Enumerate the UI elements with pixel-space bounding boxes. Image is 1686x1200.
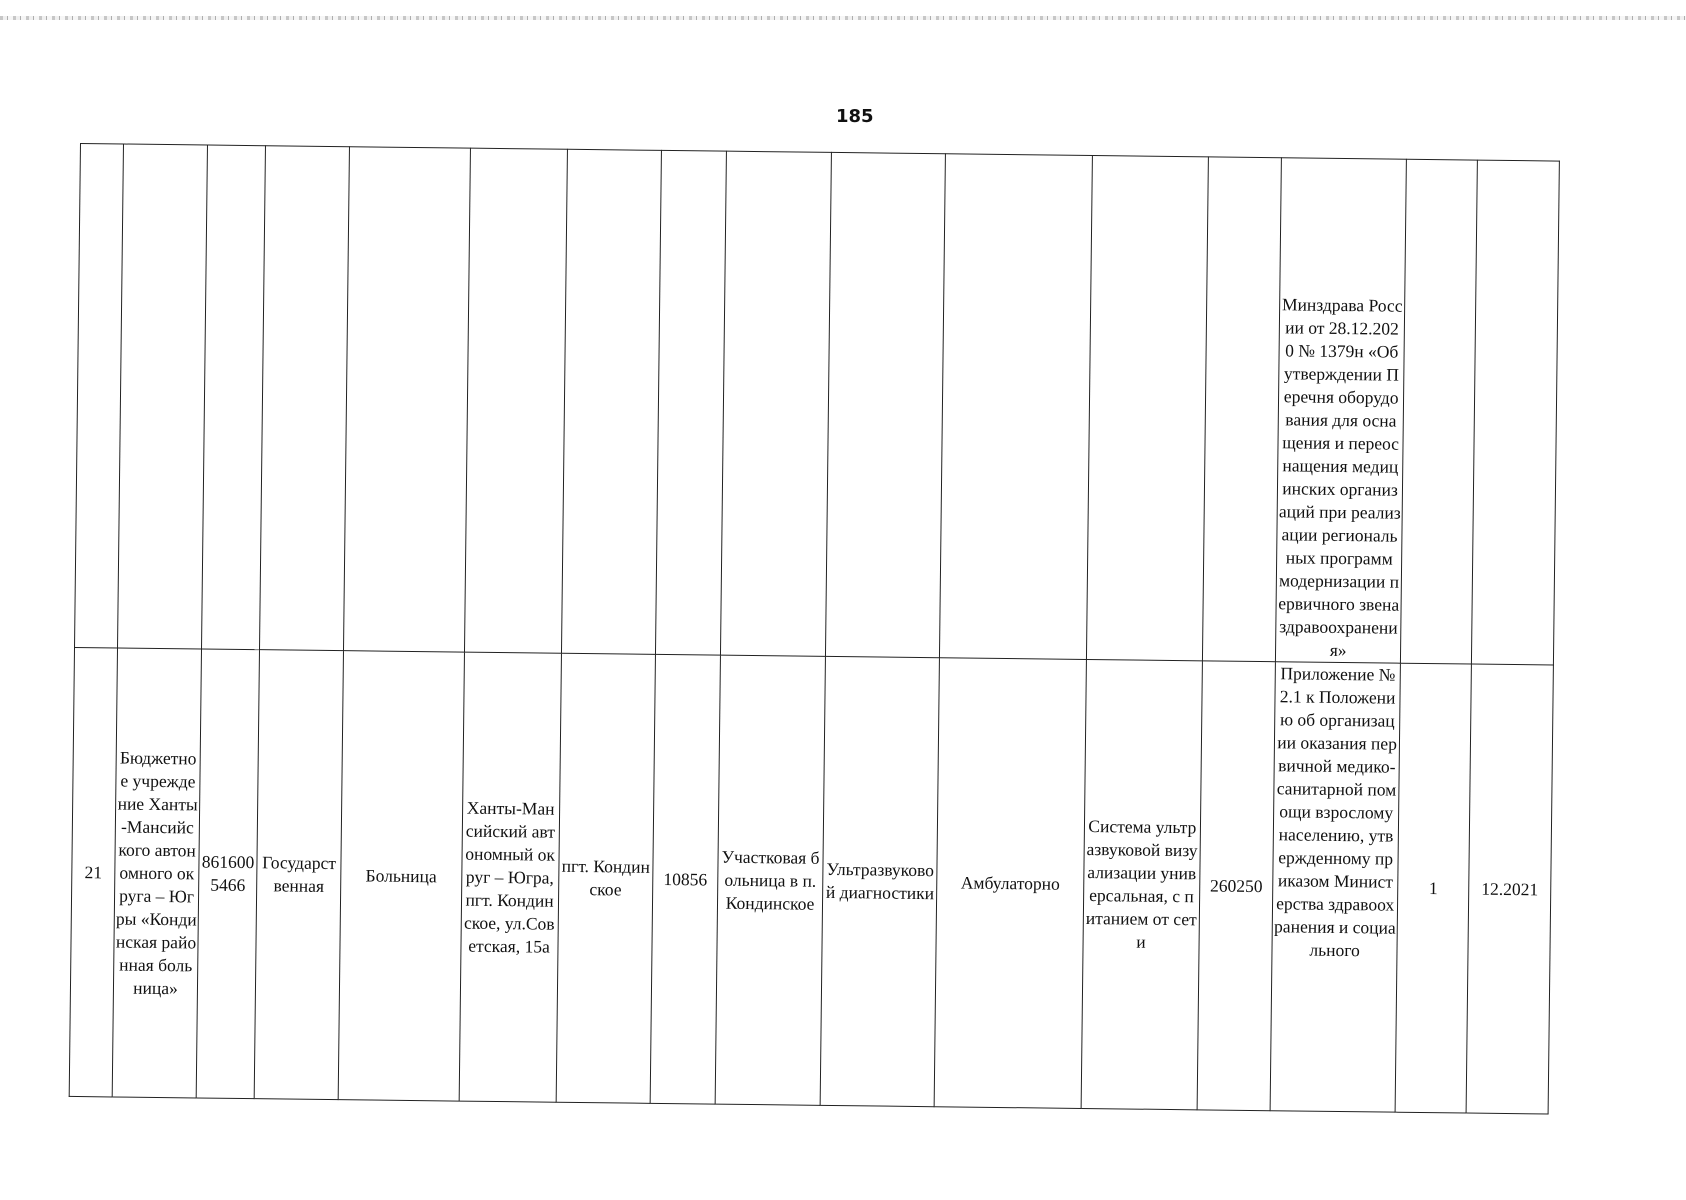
equipment-table — [69, 143, 1560, 1114]
equipment-name: Система ультразвуковой визуализации универсальная, с питанием от сети — [1085, 816, 1198, 952]
date: 12.2021 — [1481, 878, 1539, 899]
row-number: 21 — [84, 861, 103, 882]
cell-legal-basis — [1270, 662, 1400, 1112]
cell-empty — [75, 144, 124, 648]
care-conditions: Амбулаторно — [960, 872, 1060, 894]
cell-locality — [556, 653, 656, 1103]
cell-empty — [1400, 159, 1477, 664]
department: Ультразвуковой диагностики — [825, 858, 935, 904]
cell-empty — [202, 145, 266, 650]
subdivision: Участковая больница в п. Кондинское — [721, 846, 820, 914]
legal-basis-continued-text: Минздрава России от 28.12.2020 № 1379н «Об утверждении Перечня оборудования для оснащения и переоснащения медицинских организаций при реализации региональных программ модернизации первичного звена здравоохранения» — [1278, 294, 1403, 661]
cell-empty — [118, 144, 208, 649]
cell-subdivision — [715, 655, 826, 1105]
table-row — [69, 647, 1553, 1114]
locality: пгт. Кондинское — [561, 855, 651, 900]
organization-code: 8616005466 — [201, 851, 255, 896]
document-table-sheet — [69, 143, 1560, 1115]
cell-empty — [656, 150, 727, 655]
cell-department — [820, 656, 939, 1106]
cell-empty — [940, 154, 1092, 660]
population: 10856 — [663, 868, 708, 889]
equipment-code: 260250 — [1210, 874, 1263, 896]
quantity: 1 — [1428, 877, 1438, 898]
address: Ханты-Мансийский автономный округ – Югра, пгт. Кондинское, ул.Советская, 15а — [463, 797, 556, 957]
cell-code — [196, 649, 259, 1099]
cell-empty — [1086, 156, 1208, 661]
legal-basis: Приложение № 2.1 к Положению об организации оказания первичной медико-санитарной помощи взрослому населению, утвержденному приказом Министерства здравоохранения и социального — [1274, 663, 1398, 961]
cell-empty — [826, 152, 946, 657]
table-row-continued — [75, 144, 1560, 666]
cell-care-conditions — [934, 658, 1086, 1109]
cell-date — [1466, 664, 1553, 1114]
organization-name: Бюджетное учреждение Ханты-Мансийского автономного округа – Югры «Кондинская районная больница» — [115, 747, 198, 998]
cell-organization — [112, 648, 201, 1098]
cell-empty — [260, 146, 350, 651]
cell-population — [650, 654, 720, 1104]
cell-empty — [720, 151, 831, 656]
cell-equipment — [1081, 659, 1203, 1109]
cell-row-number — [69, 647, 117, 1096]
cell-empty — [344, 147, 471, 652]
cell-empty — [561, 149, 662, 654]
scan-edge-artifact — [0, 16, 1686, 20]
cell-empty — [464, 148, 567, 653]
ownership-form: Государственная — [262, 852, 337, 896]
cell-quantity — [1395, 663, 1471, 1113]
cell-empty — [1202, 157, 1281, 662]
cell-legal-basis-continued — [1276, 158, 1407, 663]
cell-ownership — [254, 650, 343, 1100]
cell-empty — [1472, 160, 1560, 665]
cell-address — [459, 652, 561, 1102]
facility-type: Больница — [365, 864, 437, 886]
page-number: 185 — [836, 106, 874, 127]
cell-facility-type — [338, 651, 464, 1101]
cell-equipment-code — [1197, 661, 1276, 1111]
